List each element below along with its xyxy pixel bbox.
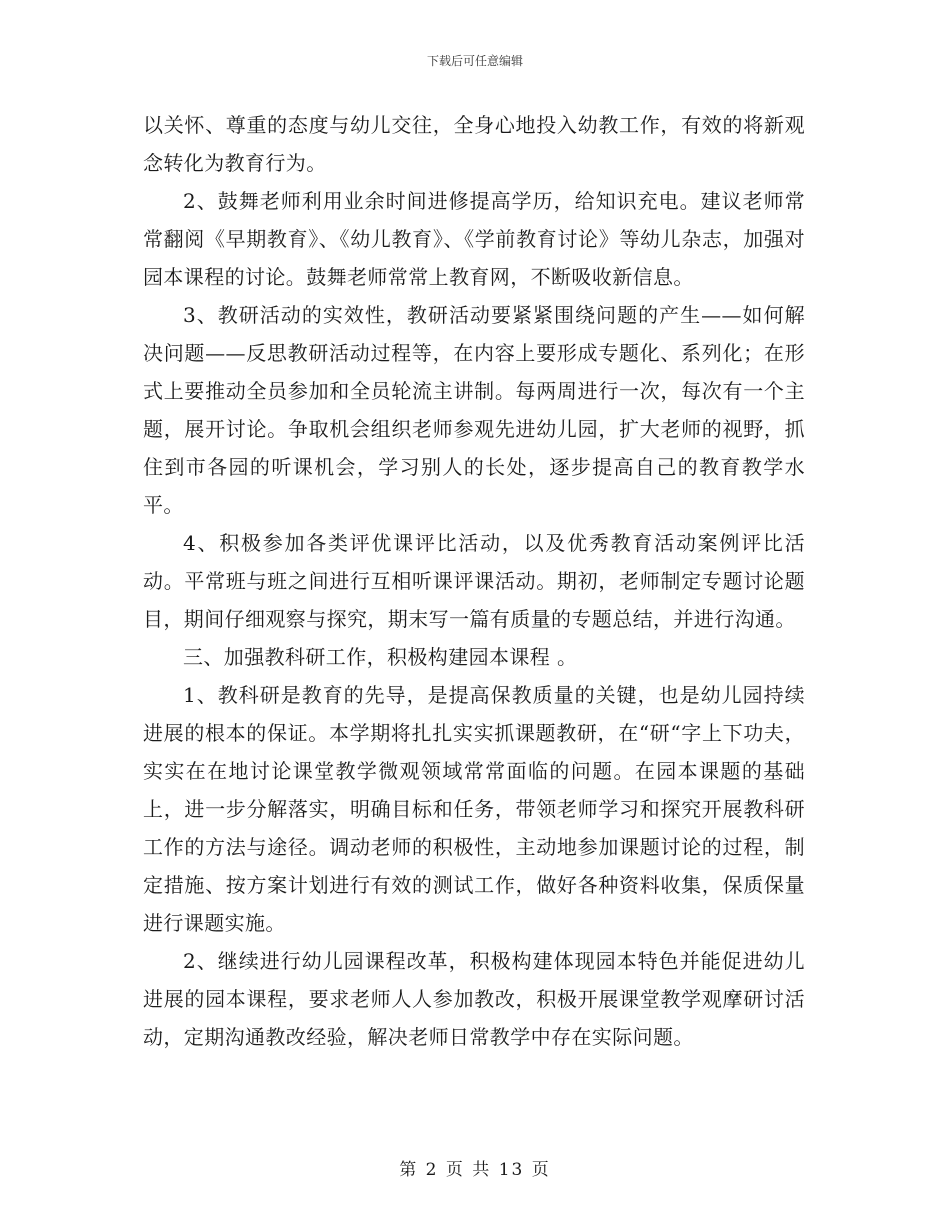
- page-header: 下载后可任意编辑: [426, 54, 523, 68]
- paragraph-2: 2、鼓舞老师利用业余时间进修提高学历，给知识充电。建议老师常常翻阅《早期教育》、《幼儿教育》、《学前教育讨论》等幼儿杂志，加强对园本课程的讨论。鼓舞老师常常上教育网，不断吸收新信息。: [143, 189, 805, 289]
- paragraph-4: 4、积极参加各类评优课评比活动，以及优秀教育活动案例评比活动。平常班与班之间进行互相听课评课活动。期初，老师制定专题讨论题目，期间仔细观察与探究，期末写一篇有质量的专题总结，并进行沟通。: [143, 531, 805, 631]
- paragraph-6: 2、继续进行幼儿园课程改革，积极构建体现园本特色并能促进幼儿进展的园本课程，要求老师人人参加教改，积极开展课堂教学观摩研讨活动，定期沟通教改经验，解决老师日常教学中存在实际问题。: [143, 949, 805, 1049]
- paragraph-3: 3、教研活动的实效性，教研活动要紧紧围绕问题的产生——如何解决问题——反思教研活动过程等，在内容上要形成专题化、系列化；在形式上要推动全员参加和全员轮流主讲制。每两周进行一次，每次有一个主题，展开讨论。争取机会组织老师参观先进幼儿园，扩大老师的视野，抓住到市各园的听课机会，学习别人的长处，逐步提高自己的教育教学水平。: [143, 303, 805, 517]
- paragraph-5: 1、教科研是教育的先导，是提高保教质量的关键，也是幼儿园持续进展的根本的保证。本学期将扎扎实实抓课题教研，在“研“字上下功夫，实实在在地讨论课堂教学微观领域常常面临的问题。在园本课题的基础上，进一步分解落实，明确目标和任务，带领老师学习和探究开展教科研工作的方法与途径。调动老师的积极性，主动地参加课题讨论的过程，制定措施、按方案计划进行有效的测试工作，做好各种资料收集，保质保量进行课题实施。: [143, 683, 805, 935]
- document-body: [143, 106, 805, 1056]
- section-heading: 三、加强教科研工作，积极构建园本课程 。: [183, 645, 578, 669]
- page-footer: 第 2 页 共 13 页: [399, 1160, 551, 1180]
- paragraph-1: 以关怀、尊重的态度与幼儿交往，全身心地投入幼教工作，有效的将新观念转化为教育行为。: [143, 113, 805, 175]
